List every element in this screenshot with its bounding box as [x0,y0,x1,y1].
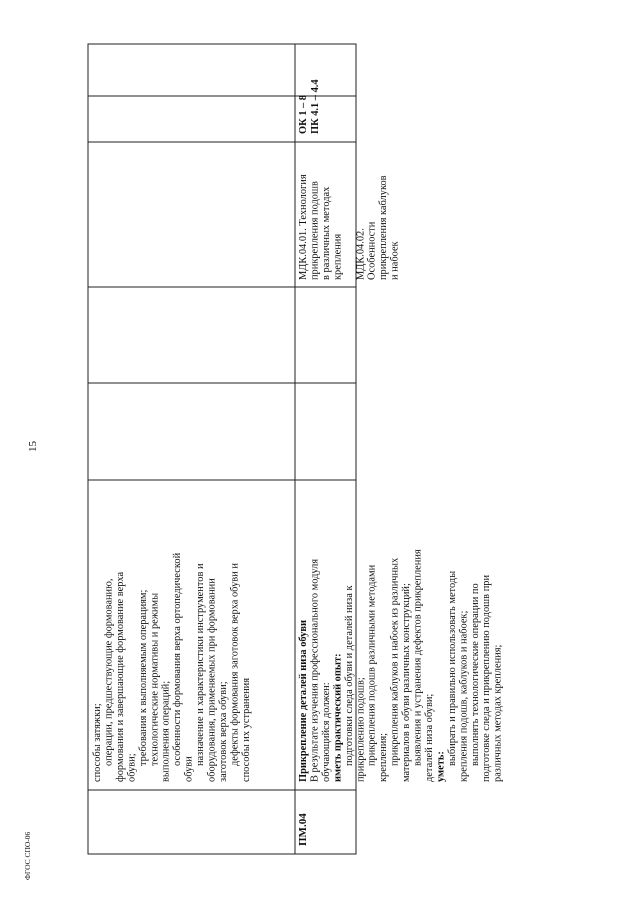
discipline-line-2: прикрепления подошв [309,181,321,280]
description-line-8: особенности формования верха ортопедической [172,552,184,766]
description-line-7: прикрепления подошв различными методами [366,564,378,766]
description-line-3: формования и завершающие формование верха [114,571,126,782]
description-line-7: выполнения операций; [160,680,172,782]
description-line-14: выбирать и правильно использовать методы [446,570,458,766]
description-line-13: дефекты формования заготовок верха обуви и [229,563,241,766]
row-top-description [92,552,252,782]
description-line-9: обуви [183,756,195,782]
description-line-11: оборудования, применяемых при формовании [206,578,218,782]
competence-code-2: ПК 4.1 – 4.4 [310,79,321,134]
description-line-2: операции, предшествующие формованию, [103,578,115,766]
description-line-4: иметь практический опыт: [332,653,344,782]
description-line-5: требования к выполняемым операциям; [137,589,149,766]
description-line-9: прикрепления каблуков и набоек из различных [389,557,401,766]
discipline-line-9: и набоек [389,241,401,280]
description-line-13: уметь: [435,751,447,782]
description-line-11: выявления и устранения дефектов прикрепления [412,549,424,766]
description-line-15: крепления подошв, каблуков и набоек; [458,610,470,782]
discipline-line-1: МДК.04.01. Технология [298,174,309,280]
description-line-6: прикреплению подошв; [355,677,367,782]
module-code: ПМ.04 [297,813,309,846]
description-line-5: подготовки следа обуви и деталей низа к [343,585,355,766]
description-line-10: материалов в обуви различных конструкций; [401,583,413,782]
description-line-12: деталей низа обуви; [423,693,435,782]
page-number: 15 [27,441,39,452]
row-pm04-description [298,549,504,782]
description-line-6: технологические нормативы и режимы [149,592,161,766]
description-line-2: В результате изучения профессионального модуля [309,558,321,782]
description-line-3: обучающийся должен: [320,682,332,782]
discipline-line-8: прикрепления каблуков [378,175,390,280]
description-line-1: Прикрепление деталей низа обуви [298,620,309,782]
description-line-17: подготовке следа и прикреплению подошв при [481,574,493,782]
discipline-line-3: в различных методах [320,186,332,280]
description-line-8: крепления; [378,732,390,782]
discipline-line-6: МДК.04.02. [355,228,367,280]
description-line-12: заготовок верха обуви; [217,681,229,782]
description-line-4: обуви; [126,753,138,782]
discipline-line-7: Особенности [366,221,378,280]
row-top-competences [298,79,321,134]
discipline-line-4: крепления [332,233,344,280]
footer-text: ФГОС СПО-06 [23,831,32,880]
description-line-1: способы затяжки; [92,703,103,782]
competence-code-1: ОК 1 – 8 [298,95,309,134]
row-pm04-disciplines [298,174,401,280]
description-line-18: различных методах крепления; [492,644,504,782]
description-line-14: способы их устранения [240,677,252,782]
description-line-16: выполнять технологические операции по [469,583,481,766]
description-line-10: назначение и характеристики инструментов и [195,563,207,766]
